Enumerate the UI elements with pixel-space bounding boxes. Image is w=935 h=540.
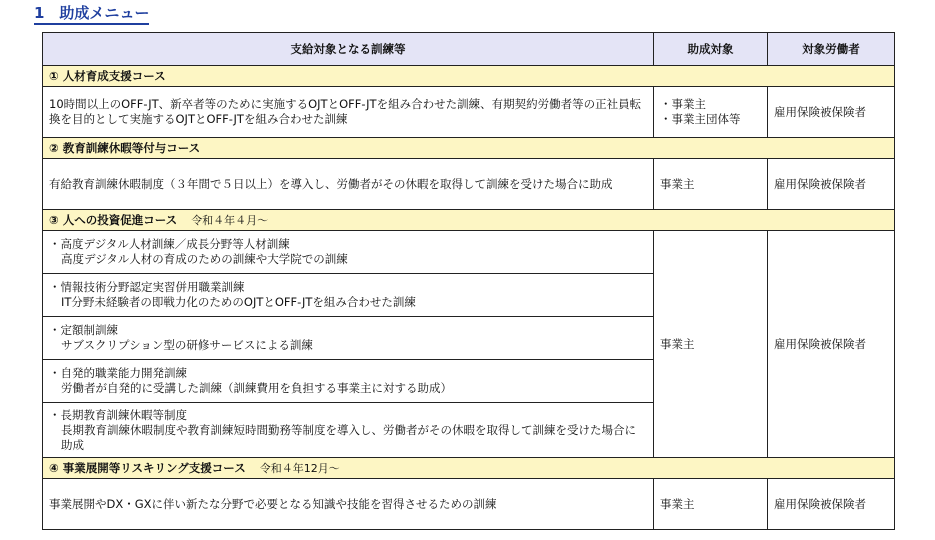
course-title-2	[43, 138, 895, 159]
course-worker: 雇用保険被保険者	[768, 87, 895, 138]
course-item	[43, 317, 654, 360]
subsidy-menu-table	[42, 32, 895, 530]
course-worker: 雇用保険被保険者	[768, 159, 895, 210]
item-body: 労働者が自発的に受講した訓練（訓練費用を負担する事業主に対する助成）	[61, 381, 452, 395]
course-number: ①	[49, 68, 59, 83]
course-item	[43, 274, 654, 317]
course-name: 人材育成支援コース	[62, 68, 166, 83]
course-detail-row-2	[43, 159, 895, 210]
target-line: ・事業主	[660, 97, 706, 111]
course-detail-row-4	[43, 479, 895, 530]
course-detail-row-1	[43, 87, 895, 138]
course-target: 事業主	[654, 479, 768, 530]
item-title: ・長期教育訓練休暇等制度	[49, 407, 187, 422]
course-worker: 雇用保険被保険者	[768, 231, 895, 458]
item-title: ・自発的職業能力開発訓練	[49, 366, 187, 380]
item-title: ・定額制訓練	[49, 323, 118, 337]
course-name: 人への投資促進コース	[62, 212, 178, 227]
item-body: IT分野未経験者の即戦力化のためのOJTとOFF-JTを組み合わせた訓練	[61, 295, 416, 309]
course-title-3	[43, 210, 895, 231]
section-heading: 1 助成メニュー	[34, 4, 149, 25]
course-description: 事業展開やDX・GXに伴い新たな分野で必要となる知識や技能を習得させるための訓練	[43, 479, 654, 530]
item-title: ・情報技術分野認定実習併用職業訓練	[49, 280, 245, 294]
course-start-note: 令和４年12月～	[259, 461, 340, 475]
course-description: 10時間以上のOFF-JT、新卒者等のために実施するOJTとOFF-JTを組み合わせた訓練、有期契約労働者等の正社員転換を目的として実施するOJTとOFF-JTを組み合わせた訓練	[43, 87, 654, 138]
course-item	[43, 403, 654, 458]
course-target: 事業主	[654, 231, 768, 458]
course-worker: 雇用保険被保険者	[768, 479, 895, 530]
target-line: ・事業主団体等	[660, 112, 741, 126]
item-body: サブスクリプション型の研修サービスによる訓練	[61, 338, 313, 352]
course-row-1	[43, 66, 895, 87]
header-content: 支給対象となる訓練等	[43, 33, 654, 66]
course-name: 事業展開等リスキリング支援コース	[62, 460, 246, 475]
course-start-note: 令和４年４月～	[191, 213, 269, 227]
course-target: 事業主	[654, 159, 768, 210]
course-number: ③	[49, 212, 59, 227]
course-row-3	[43, 210, 895, 231]
course-item-row	[43, 231, 895, 274]
course-title-4	[43, 458, 895, 479]
course-name: 教育訓練休暇等付与コース	[62, 140, 201, 155]
header-target: 助成対象	[654, 33, 768, 66]
item-body: 高度デジタル人材の育成のための訓練や大学院での訓練	[61, 252, 348, 266]
course-item	[43, 360, 654, 403]
course-row-4	[43, 458, 895, 479]
course-title-1	[43, 66, 895, 87]
course-number: ②	[49, 140, 59, 155]
item-body: 長期教育訓練休暇制度や教育訓練短時間勤務等制度を導入し、労働者がその休暇を取得して訓練を受けた場合に助成	[61, 422, 636, 452]
course-item	[43, 231, 654, 274]
item-title: ・高度デジタル人材訓練／成長分野等人材訓練	[49, 237, 290, 251]
header-worker: 対象労働者	[768, 33, 895, 66]
table-header-row	[43, 33, 895, 66]
course-number: ④	[49, 460, 59, 475]
course-row-2	[43, 138, 895, 159]
course-description: 有給教育訓練休暇制度（３年間で５日以上）を導入し、労働者がその休暇を取得して訓練を受けた場合に助成	[43, 159, 654, 210]
course-target	[654, 87, 768, 138]
